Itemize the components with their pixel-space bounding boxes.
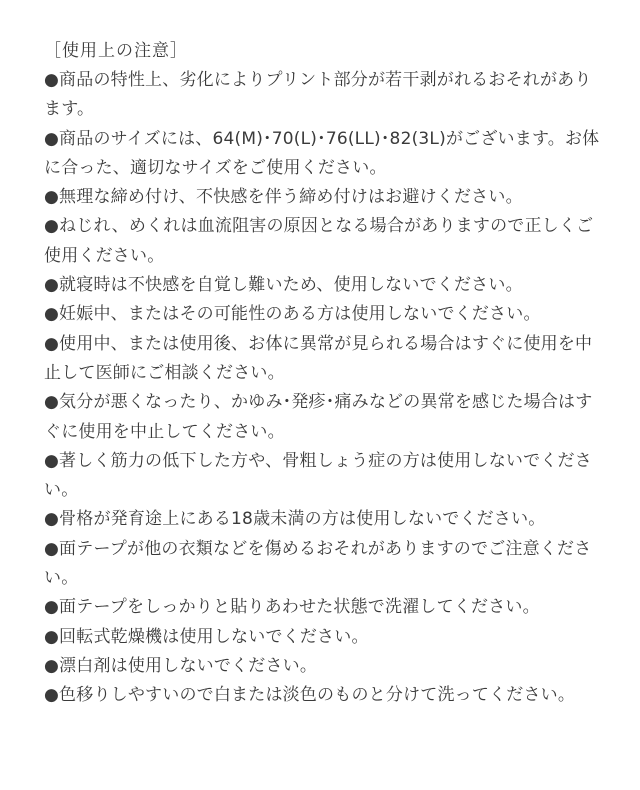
bullet-icon: ●: [44, 70, 60, 90]
notice-item: [44, 593, 600, 622]
notice-item-text: 気分が悪くなったり、かゆみ･発疹･痛みなどの異常を感じた場合はすぐに使用を中止してください。: [44, 392, 593, 442]
notice-item: [44, 300, 600, 329]
notice-item-text: ねじれ、めくれは血流阻害の原因となる場合がありますので正しくご使用ください。: [44, 216, 594, 266]
notice-title: ［使用上の注意］: [44, 41, 188, 61]
notice-item: [44, 447, 600, 506]
notice-item: [44, 623, 600, 652]
notice-list: [44, 66, 600, 711]
notice-item-text: 面テープをしっかりと貼りあわせた状態で洗濯してください。: [59, 597, 540, 618]
notice-item: [44, 330, 600, 389]
bullet-icon: ●: [44, 333, 60, 354]
bullet-icon: ●: [44, 597, 60, 618]
notice-item: [44, 183, 600, 212]
notice-item-text: 商品のサイズには、64(M)･70(L)･76(LL)･82(3L)がございます。お体に合った、適切なサイズをご使用ください。: [44, 128, 600, 178]
bullet-icon: ●: [44, 392, 60, 413]
notice-item-text: 使用中、または使用後、お体に異常が見られる場合はすぐに使用を中止して医師にご相談ください。: [44, 333, 593, 383]
notice-item-text: 就寝時は不快感を自覚し難いため、使用しないでください。: [59, 275, 523, 296]
notice-item: [44, 681, 600, 710]
bullet-icon: ●: [44, 275, 60, 296]
bullet-icon: ●: [44, 187, 60, 208]
notice-item: [44, 652, 600, 681]
notice-item-text: 妊娠中、またはその可能性のある方は使用しないでください。: [59, 304, 541, 325]
bullet-icon: ●: [44, 450, 60, 471]
notice-item-text: 面テープが他の衣類などを傷めるおそれがありますのでご注意ください。: [44, 538, 592, 589]
bullet-icon: ●: [44, 304, 60, 325]
bullet-icon: ●: [44, 538, 60, 559]
notice-item: [44, 535, 600, 594]
notice-item-text: 回転式乾燥機は使用しないでください。: [59, 626, 369, 647]
bullet-icon: ●: [44, 509, 60, 530]
notice-item: [44, 66, 600, 125]
bullet-icon: ●: [44, 685, 60, 706]
notice-item-text: 無理な締め付け、不快感を伴う締め付けはお避けください。: [59, 187, 523, 208]
notice-item-text: 漂白剤は使用しないでください。: [59, 655, 318, 676]
bullet-icon: ●: [44, 216, 60, 237]
bullet-icon: ●: [44, 626, 60, 647]
usage-notice: [44, 37, 600, 711]
notice-item: [44, 212, 600, 271]
notice-item-text: 色移りしやすいので白または淡色のものと分けて洗ってください。: [59, 685, 576, 706]
notice-item-text: 商品の特性上、劣化によりプリント部分が若干剥がれるおそれがあります。: [44, 70, 592, 120]
notice-item: [44, 388, 600, 447]
notice-item-text: 著しく筋力の低下した方や、骨粗しょう症の方は使用しないでください。: [44, 450, 592, 501]
bullet-icon: ●: [44, 655, 60, 676]
notice-item: [44, 505, 600, 534]
notice-item-text: 骨格が発育途上にある18歳未満の方は使用しないでください。: [59, 509, 546, 530]
notice-item: [44, 125, 600, 184]
notice-item: [44, 271, 600, 300]
bullet-icon: ●: [44, 128, 60, 149]
